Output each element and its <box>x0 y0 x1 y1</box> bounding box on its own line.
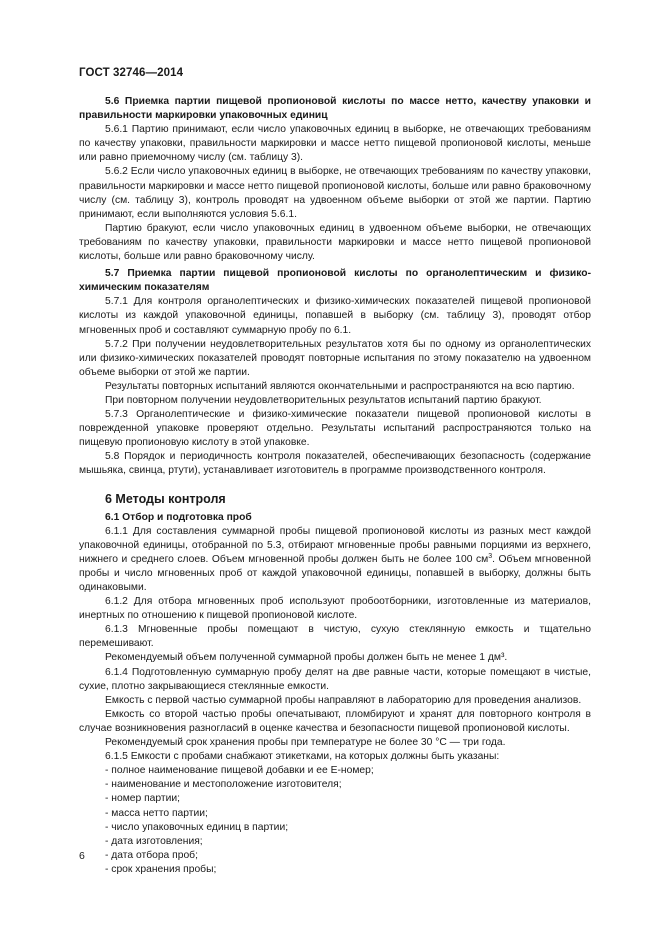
paragraph-6-1-4-first-part: Емкость с первой частью суммарной пробы направляют в лабораторию для проведения анализов. <box>105 694 582 706</box>
paragraph-6-1-4-second-part: Емкость со второй частью пробы опечатывают, пломбируют и хранят для повторного контроля в случае возникновения разногласий в оценке качества и безопасности пищевой пропионовой кислоты. <box>79 708 591 734</box>
section-6-1-heading: 6.1 Отбор и подготовка проб <box>105 511 252 523</box>
superscript-3: 3 <box>488 552 493 560</box>
section-5-7-heading: 5.7 Приемка партии пищевой пропионовой кислоты по органолептическим и физико-химическим показателям <box>79 268 591 294</box>
list-item: - наименование и местоположение изготовителя; <box>105 779 342 791</box>
paragraph-6-1-2: 6.1.2 Для отбора мгновенных проб используют пробоотборники, изготовленные из материалов, инертных по отношению к пищевой пропионовой кислоте. <box>79 596 591 622</box>
document-header: ГОСТ 32746—2014 <box>79 67 184 79</box>
section-6-heading: 6 Методы контроля <box>105 491 226 506</box>
label-requirements-list <box>79 764 591 877</box>
page-body <box>79 92 591 877</box>
section-5-6-heading: 5.6 Приемка партии пищевой пропионовой кислоты по массе нетто, качеству упаковки и правильности маркировки упаковочных единиц <box>79 96 591 122</box>
list-item: - дата отбора проб; <box>105 849 198 861</box>
paragraph-6-1-1-part-a: 6.1.1 Для составления суммарной пробы пищевой пропионовой кислоты из разных мест каждой упаковочной единицы, отобранной по 5.3, отбирают мгновенные пробы равными порциями из верхнего, нижнего и среднего слоев. Объем мгновенной пробы должен быть не более 100 см <box>79 525 591 565</box>
paragraph-5-6-1: 5.6.1 Партию принимают, если число упаковочных единиц в выборке, не отвечающих требованиям по качеству упаковки, правильности маркировки и массе нетто пищевой пропионовой кислоты, меньше или равно приемочному числу (см. таблицу 3). <box>79 124 591 164</box>
paragraph-6-1-4-storage: Рекомендуемый срок хранения пробы при температуре не более 30 °С — три года. <box>105 737 506 749</box>
paragraph-5-7-repeat: При повторном получении неудовлетворительных результатов испытаний партию бракуют. <box>105 394 542 406</box>
paragraph-6-1-4: 6.1.4 Подготовленную суммарную пробу делят на две равные части, которые помещают в чистые, сухие, плотно закрывающиеся стеклянные емкости. <box>79 666 591 692</box>
paragraph-5-7-2: 5.7.2 При получении неудовлетворительных результатов хотя бы по одному из органолептических или физико-химических показателей проводят повторные испытания по этому показателю на удвоенном объеме выборки от этой же партии. <box>79 338 591 378</box>
list-item: - масса нетто партии; <box>105 807 208 819</box>
paragraph-5-8: 5.8 Порядок и периодичность контроля показателей, обеспечивающих безопасность (содержание мышьяка, свинца, ртути), устанавливает изготовитель в программе производственного контроля. <box>79 451 591 477</box>
paragraph-5-7-results: Результаты повторных испытаний являются окончательными и распространяются на всю партию. <box>105 380 575 392</box>
paragraph-5-6-reject: Партию бракуют, если число упаковочных единиц в удвоенном объеме выборки, не отвечающих требованиям по качеству упаковки, правильности маркировки и массе нетто пищевой пропионовой кислоты, больше или равно браковочному числу. <box>79 222 591 263</box>
list-item: - число упаковочных единиц в партии; <box>105 821 289 833</box>
paragraph-5-7-3: 5.7.3 Органолептические и физико-химические показатели пищевой пропионовой кислоты в поврежденной упаковке проверяют отдельно. Результаты испытаний распространяются только на пищевую пропионовую кислоту в этой упаковке. <box>79 409 591 449</box>
list-item: - номер партии; <box>105 793 180 805</box>
paragraph-6-1-5: 6.1.5 Емкости с пробами снабжают этикетками, на которых должны быть указаны: <box>105 751 500 763</box>
list-item: - полное наименование пищевой добавки и ее Е-номер; <box>105 765 374 777</box>
paragraph-5-7-1: 5.7.1 Для контроля органолептических и физико-химических показателей пищевой пропионовой кислоты из каждой упаковочной единицы, попавшей в выборку (см. таблицу 3), проводят отбор мгновенных проб и составляют суммарную пробу по 6.1. <box>79 296 591 336</box>
page-number: 6 <box>79 850 85 862</box>
paragraph-6-1-1-part-b: . Объем мгновенной пробы и число мгновенных проб от каждой упаковочной единицы, попавшей в выборку, должны быть одинаковыми. <box>79 553 591 593</box>
list-item: - срок хранения пробы; <box>105 863 217 875</box>
paragraph-6-1-3: 6.1.3 Мгновенные пробы помещают в чистую, сухую стеклянную емкость и тщательно перемешивают. <box>79 624 591 650</box>
paragraph-5-6-2: 5.6.2 Если число упаковочных единиц в выборке, не отвечающих требованиям по качеству упаковки, правильности маркировки и массе нетто пищевой пропионовой кислоты, больше или равно браковочному числу (см. таблицу 3), контроль проводят на удвоенном объеме выборки от этой же партии. Партию принимают, если выполняются условия 5.6.1. <box>79 166 591 220</box>
paragraph-6-1-1 <box>79 525 591 595</box>
list-item: - дата изготовления; <box>105 835 203 847</box>
paragraph-6-1-3-volume: Рекомендуемый объем полученной суммарной пробы должен быть не менее 1 дм³. <box>105 652 508 664</box>
